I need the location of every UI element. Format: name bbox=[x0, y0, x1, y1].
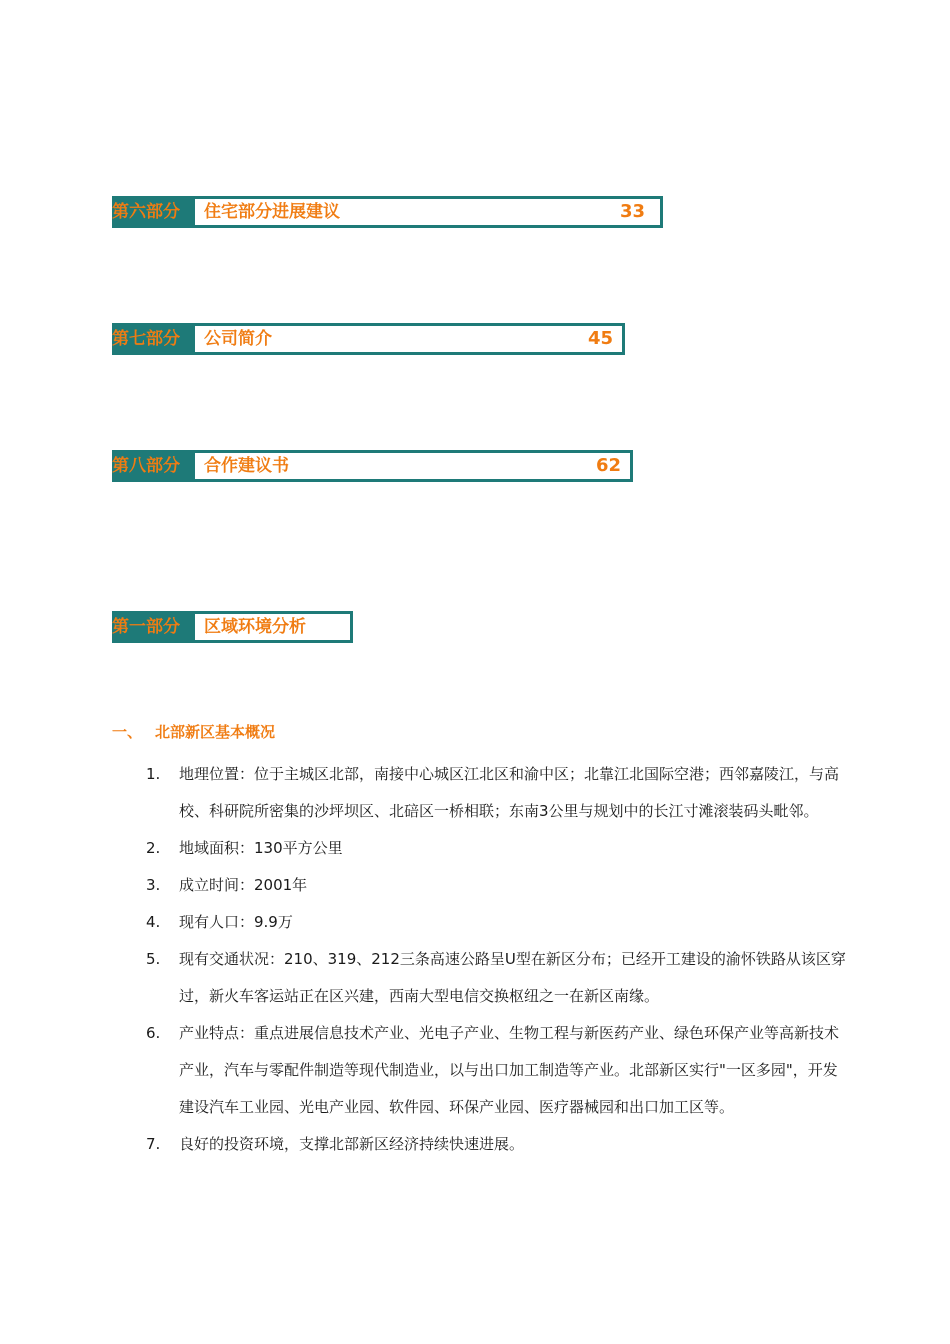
toc-part-label: 第八部分 bbox=[112, 450, 192, 482]
section-number: 一、 bbox=[112, 723, 143, 741]
list-item-index: 5. bbox=[146, 950, 161, 968]
list-item-text: 地域面积：130平方公里 bbox=[179, 839, 343, 857]
part-label: 第一部分 bbox=[112, 611, 192, 643]
list-item-index: 2. bbox=[146, 839, 161, 857]
toc-page-number: 62 bbox=[596, 455, 622, 476]
part-title-box bbox=[192, 611, 353, 643]
toc-title-box bbox=[192, 323, 625, 355]
list-item-text: 现有人口：9.9万 bbox=[179, 913, 293, 931]
toc-part-label: 第六部分 bbox=[112, 196, 192, 228]
list-item bbox=[146, 867, 846, 904]
list-item bbox=[146, 830, 846, 867]
list-item bbox=[146, 904, 846, 941]
list-item bbox=[146, 1015, 846, 1126]
section-heading bbox=[112, 721, 275, 742]
list-item-index: 4. bbox=[146, 913, 161, 931]
list-item-text: 成立时间：2001年 bbox=[179, 876, 308, 894]
list-item bbox=[146, 1126, 846, 1163]
toc-title-box bbox=[192, 196, 663, 228]
list-item-text: 地理位置：位于主城区北部，南接中心城区江北区和渝中区；北靠江北国际空港；西邻嘉陵江，与高校、科研院所密集的沙坪坝区、北碚区一桥相联；东南3公里与规划中的长江寸滩滚装码头毗邻。 bbox=[179, 765, 840, 820]
list-item bbox=[146, 756, 846, 830]
toc-title-box bbox=[192, 450, 633, 482]
list-item-text: 良好的投资环境，支撑北部新区经济持续快速进展。 bbox=[179, 1135, 525, 1153]
list-item-index: 7. bbox=[146, 1135, 161, 1153]
list-item bbox=[146, 941, 846, 1015]
list-item-text: 产业特点：重点进展信息技术产业、光电子产业、生物工程与新医药产业、绿色环保产业等高新技术产业，汽车与零配件制造等现代制造业，以与出口加工制造等产业。北部新区实行"一区多园"，开发建设汽车工业园、光电产业园、软件园、环保产业园、医疗器械园和出口加工区等。 bbox=[179, 1024, 840, 1116]
toc-page-number: 45 bbox=[588, 328, 614, 349]
list-item-index: 6. bbox=[146, 1024, 161, 1042]
overview-list bbox=[146, 756, 846, 1163]
list-item-text: 现有交通状况：210、319、212三条高速公路呈U型在新区分布；已经开工建设的渝怀铁路从该区穿过，新火车客运站正在区兴建，西南大型电信交换枢纽之一在新区南缘。 bbox=[179, 950, 846, 1005]
section-title: 北部新区基本概况 bbox=[155, 723, 276, 741]
list-item-index: 3. bbox=[146, 876, 161, 894]
part-title: 区域环境分析 bbox=[204, 617, 306, 637]
toc-title: 公司简介 bbox=[204, 329, 272, 349]
toc-page-number: 33 bbox=[620, 201, 646, 222]
toc-part-label: 第七部分 bbox=[112, 323, 192, 355]
toc-title: 住宅部分进展建议 bbox=[204, 202, 340, 222]
toc-title: 合作建议书 bbox=[204, 456, 289, 476]
list-item-index: 1. bbox=[146, 765, 161, 783]
